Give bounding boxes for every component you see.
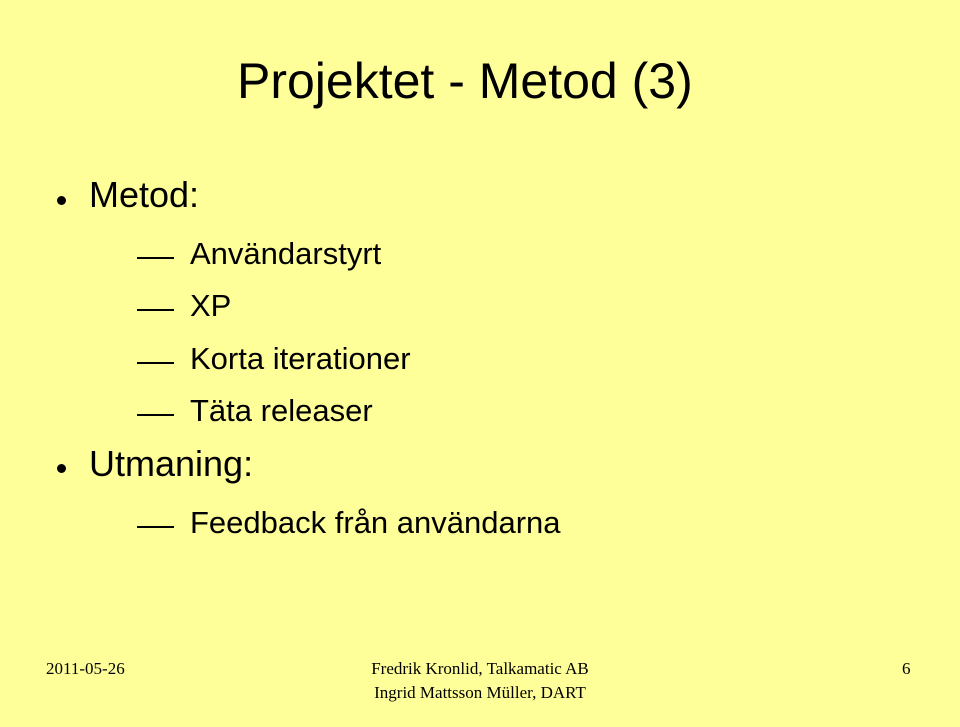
footer-author-line-1: Fredrik Kronlid, Talkamatic AB — [371, 659, 589, 678]
sub-item-label: Feedback från användarna — [190, 505, 561, 540]
footer-author — [300, 660, 660, 708]
dash-icon — [137, 414, 174, 416]
page-number: 6 — [902, 659, 911, 678]
bullet-label: Metod: — [89, 174, 200, 215]
bullet-label: Utmaning: — [89, 443, 254, 484]
sub-item-label: Korta iterationer — [190, 341, 411, 376]
footer-date: 2011-05-26 — [46, 659, 125, 678]
sub-item-label: Täta releaser — [190, 393, 373, 428]
footer-author-line-2: Ingrid Mattsson Müller, DART — [374, 683, 586, 702]
bullet-dot-icon — [57, 464, 66, 473]
sub-item-label: Användarstyrt — [190, 236, 382, 271]
dash-icon — [137, 526, 174, 528]
dash-icon — [137, 362, 174, 364]
bullet-dot-icon — [57, 196, 66, 205]
dash-icon — [137, 309, 174, 311]
slide-title: Projektet - Metod (3) — [237, 53, 693, 109]
sub-item-label: XP — [190, 288, 232, 323]
dash-icon — [137, 257, 174, 259]
